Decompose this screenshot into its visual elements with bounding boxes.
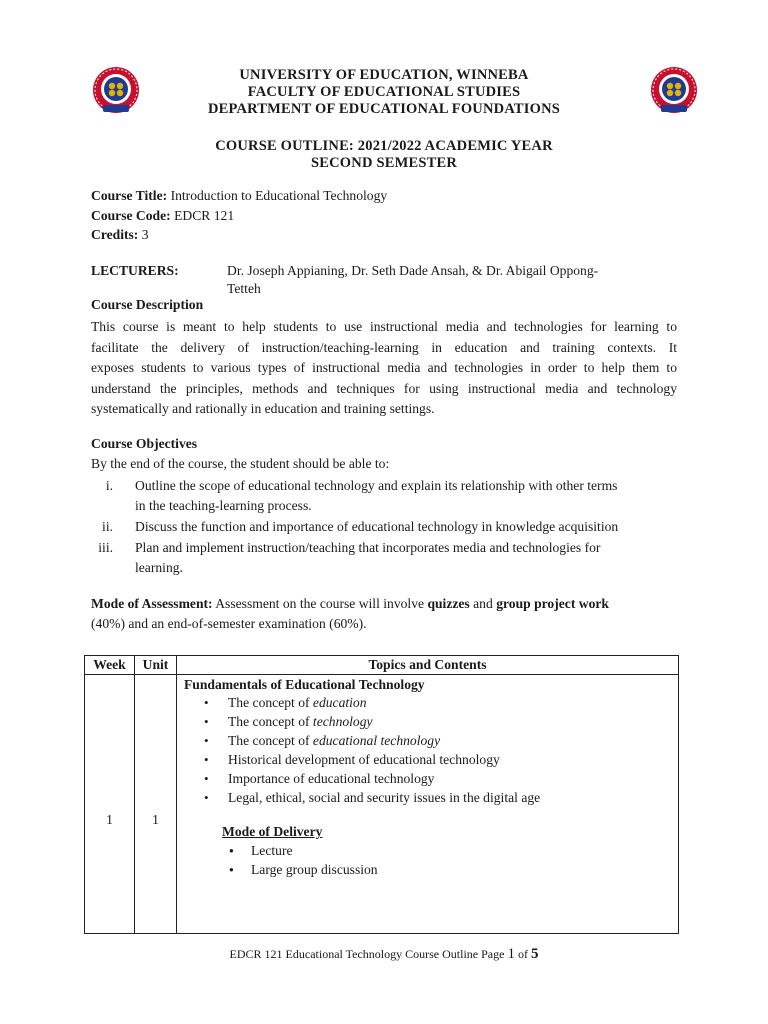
objective-text: Plan and implement instruction/teaching that incorporates media and technologies for — [135, 540, 601, 555]
objective-number: iii. — [98, 540, 113, 555]
assessment-text: Assessment on the course will involve — [215, 596, 425, 611]
objective-text-cont: in the teaching-learning process. — [135, 498, 312, 513]
lecturers-line-2: Tetteh — [227, 281, 261, 296]
objective-text: Outline the scope of educational technology and explain its relationship with other terms — [135, 478, 618, 493]
assessment-group-work: group project work — [496, 596, 609, 611]
cell-week: 1 — [85, 675, 135, 934]
lecturers-label: LECTURERS: — [91, 263, 179, 278]
list-item: ● Lecture — [251, 841, 678, 860]
objectives-intro: By the end of the course, the student should be able to: — [91, 456, 390, 471]
header-unit: Unit — [135, 656, 177, 675]
course-title-label: Course Title: — [91, 188, 168, 203]
footer-text: EDCR 121 Educational Technology Course Outline Page — [229, 947, 505, 961]
cell-topics — [177, 675, 679, 934]
section-title: Fundamentals of Educational Technology — [184, 677, 425, 692]
list-item: • The concept of education — [228, 693, 678, 712]
course-code-line — [91, 208, 234, 224]
assessment-and: and — [473, 596, 493, 611]
outline-title: COURSE OUTLINE: 2021/2022 ACADEMIC YEAR — [215, 138, 553, 154]
list-item: • The concept of technology — [228, 712, 678, 731]
assessment-label: Mode of Assessment: — [91, 596, 213, 611]
list-item: • Historical development of educational technology — [228, 750, 678, 769]
credits-value: 3 — [141, 227, 149, 242]
department-name: DEPARTMENT OF EDUCATIONAL FOUNDATIONS — [207, 101, 561, 117]
list-item: • Legal, ethical, social and security issues in the digital age — [228, 788, 678, 807]
course-title-value: Introduction to Educational Technology — [170, 188, 388, 203]
description-line: facilitate the delivery of instruction/teaching-learning in education and training contexts. It — [91, 339, 677, 355]
list-item: ● Large group discussion — [251, 860, 678, 879]
description-line: This course is meant to help students to use instructional media and technologies for learning to — [91, 319, 677, 334]
topics-list — [184, 693, 678, 807]
header-week: Week — [85, 656, 135, 675]
description-heading: Course Description — [91, 297, 204, 312]
credits-line — [91, 227, 149, 243]
course-code-value: EDCR 121 — [174, 208, 235, 223]
objective-text-cont: learning. — [135, 560, 183, 575]
semester-title: SECOND SEMESTER — [310, 155, 458, 171]
assessment-quizzes: quizzes — [427, 596, 470, 611]
objectives-heading: Course Objectives — [91, 436, 198, 451]
university-name: UNIVERSITY OF EDUCATION, WINNEBA — [239, 67, 529, 83]
assessment-line-1 — [91, 596, 609, 612]
assessment-line-2: (40%) and an end-of-semester examination (60%). — [91, 616, 367, 631]
faculty-name: FACULTY OF EDUCATIONAL STUDIES — [247, 84, 521, 100]
delivery-title: Mode of Delivery — [222, 824, 323, 839]
page-footer — [0, 946, 768, 963]
delivery-list — [184, 841, 678, 879]
description-body — [91, 317, 677, 420]
objectives-list — [83, 476, 683, 580]
header-topics: Topics and Contents — [177, 656, 679, 675]
credits-label: Credits: — [91, 227, 139, 242]
list-item: • The concept of educational technology — [228, 731, 678, 750]
objective-number: ii. — [102, 519, 113, 534]
description-line: systematically and rationally in education and training settings. — [91, 401, 435, 416]
table-row — [85, 675, 679, 934]
cell-unit: 1 — [135, 675, 177, 934]
course-code-label: Course Code: — [91, 208, 171, 223]
table-header-row — [85, 656, 679, 675]
footer-of: of — [517, 947, 528, 961]
footer-page-number: 1 — [507, 946, 515, 962]
list-item: • Importance of educational technology — [228, 769, 678, 788]
footer-page-total: 5 — [530, 946, 539, 962]
description-line: exposes students to various types of instructional media and technologies in order to help them to — [91, 360, 677, 375]
description-line: understand the principles, methods and techniques for using instructional media and technology — [91, 380, 677, 396]
course-schedule-table — [84, 655, 679, 934]
objective-number: i. — [105, 478, 113, 493]
lecturers-line-1: Dr. Joseph Appianing, Dr. Seth Dade Ansah, & Dr. Abigail Oppong- — [227, 263, 599, 278]
objective-text: Discuss the function and importance of educational technology in knowledge acquisition — [135, 519, 619, 534]
course-title-line — [91, 188, 387, 204]
